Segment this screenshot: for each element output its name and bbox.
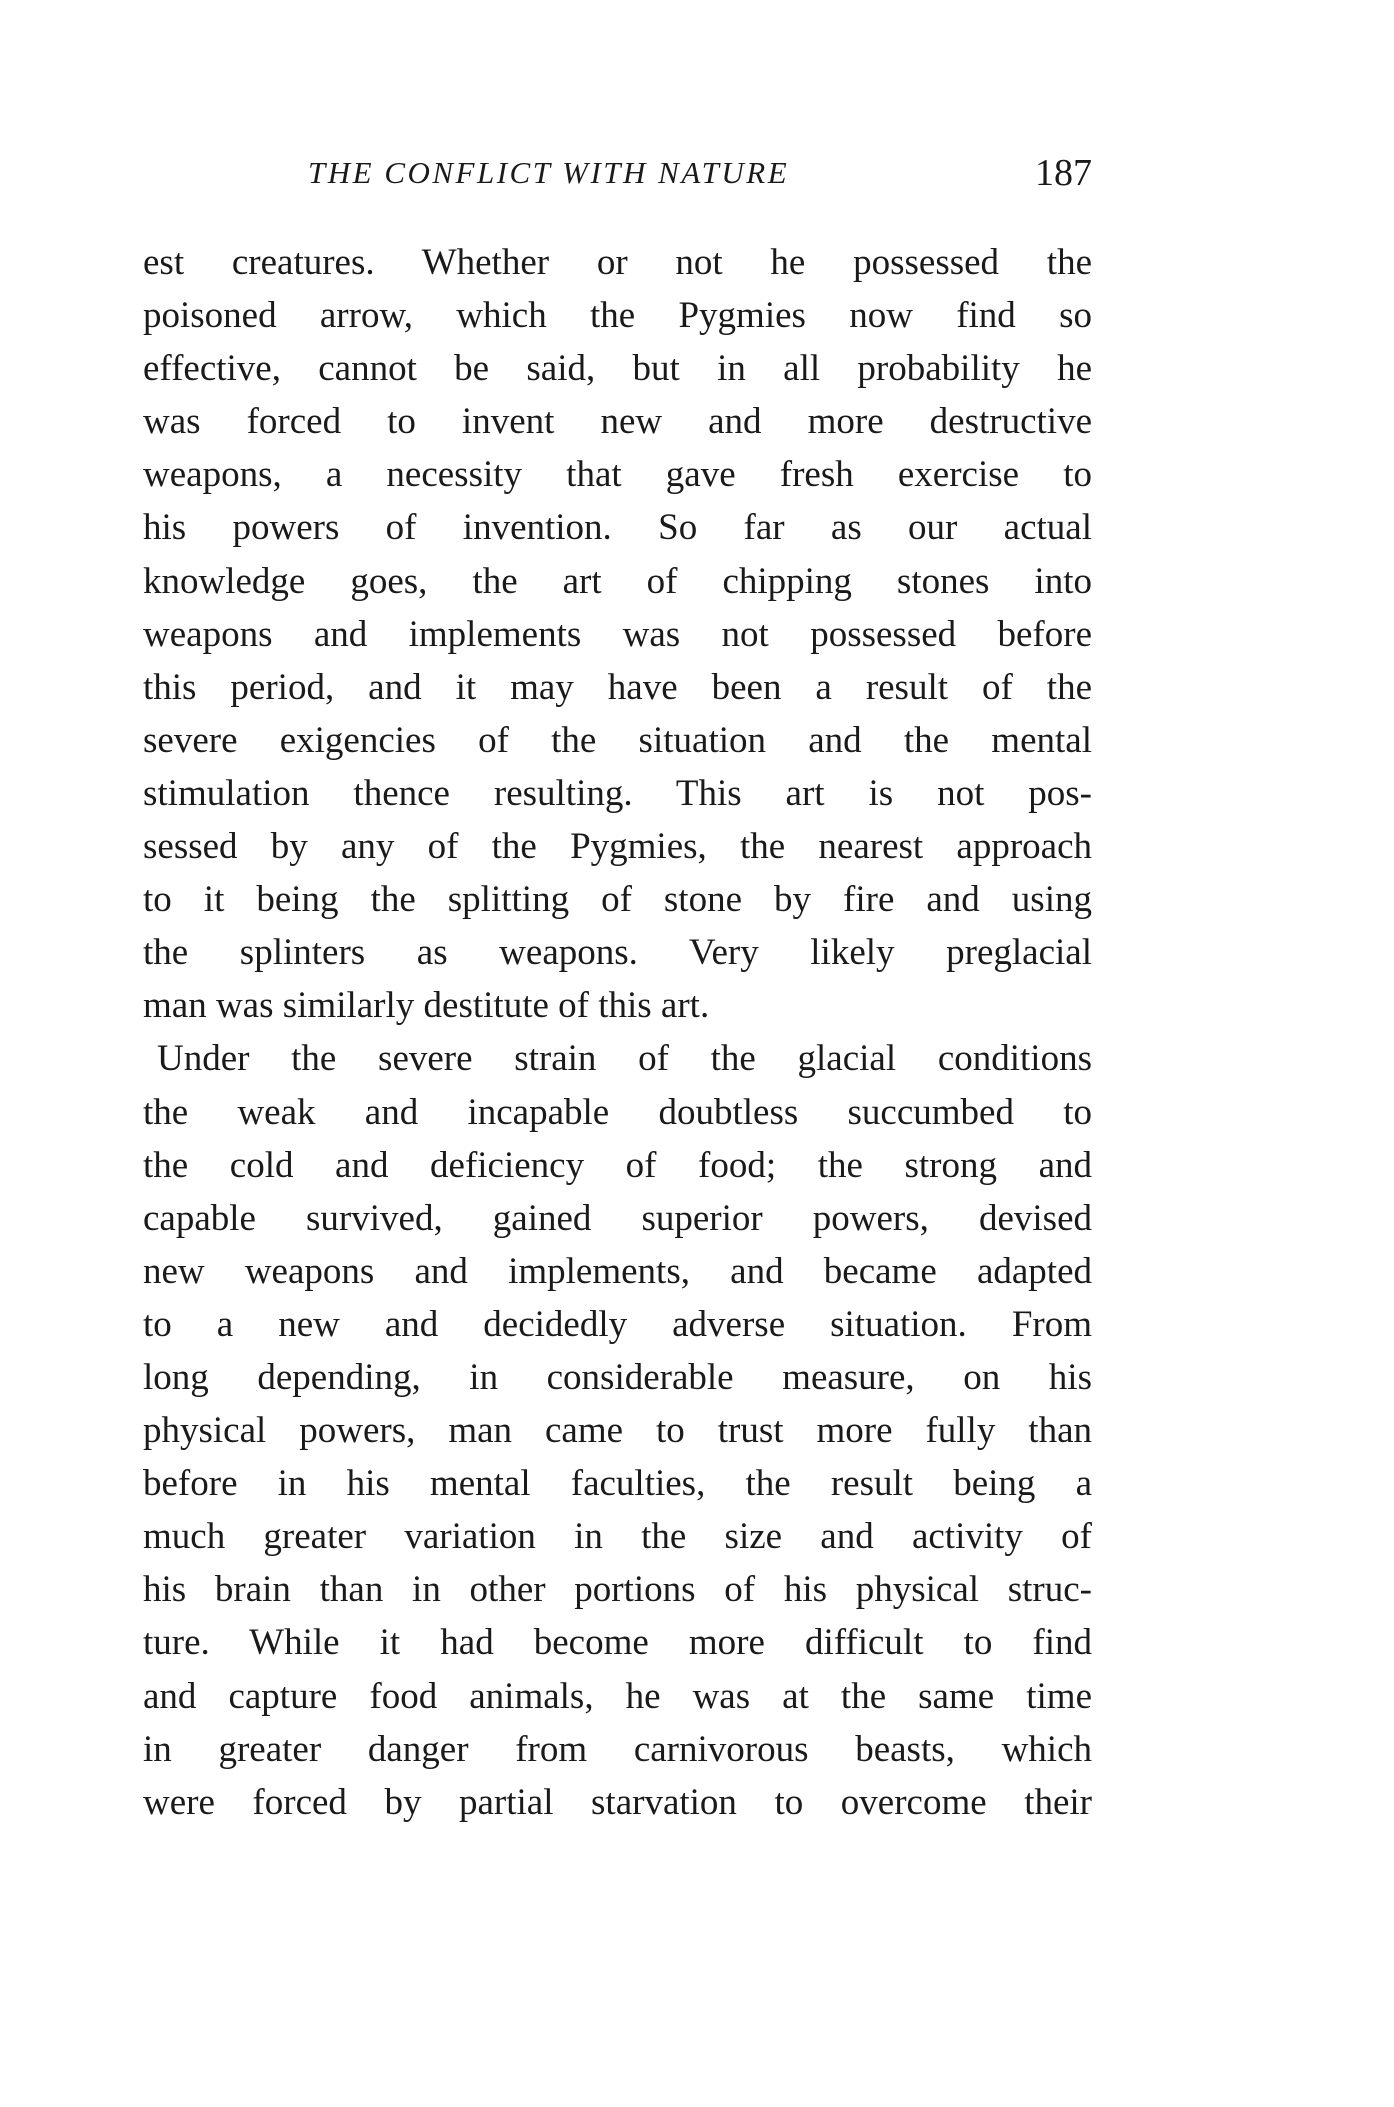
text-line: capable survived, gained superior powers, devised bbox=[143, 1197, 1092, 1239]
text-line: much greater variation in the size and activity of bbox=[143, 1516, 1092, 1558]
text-line: were forced by partial starvation to overcome their bbox=[143, 1781, 1092, 1823]
text-line: to a new and decidedly adverse situation. From bbox=[143, 1303, 1092, 1345]
text-line: severe exigencies of the situation and the mental bbox=[143, 719, 1092, 761]
text-line: before in his mental faculties, the result being a bbox=[143, 1463, 1092, 1505]
text-line: man was similarly destitute of this art. bbox=[143, 985, 710, 1027]
text-line: his brain than in other portions of his physical struc- bbox=[143, 1569, 1092, 1611]
text-line: weapons, a necessity that gave fresh exercise to bbox=[143, 454, 1092, 496]
text-line: effective, cannot be said, but in all probability he bbox=[143, 348, 1092, 390]
running-title: THE CONFLICT WITH NATURE bbox=[308, 155, 790, 190]
text-line: Under the severe strain of the glacial conditions bbox=[157, 1038, 1092, 1080]
text-line: the cold and deficiency of food; the strong and bbox=[143, 1144, 1092, 1186]
text-line: poisoned arrow, which the Pygmies now find so bbox=[143, 295, 1092, 337]
text-line: physical powers, man came to trust more fully than bbox=[143, 1410, 1092, 1452]
text-line: weapons and implements was not possessed before bbox=[143, 613, 1092, 655]
text-line: new weapons and implements, and became adapted bbox=[143, 1250, 1092, 1292]
text-line: the weak and incapable doubtless succumbed to bbox=[143, 1091, 1092, 1133]
text-line: was forced to invent new and more destructive bbox=[143, 401, 1092, 443]
text-line: his powers of invention. So far as our actual bbox=[143, 507, 1092, 549]
text-line: and capture food animals, he was at the same time bbox=[143, 1675, 1092, 1717]
text-line: the splinters as weapons. Very likely preglacial bbox=[143, 932, 1092, 974]
body-text bbox=[143, 236, 1092, 1829]
text-line: est creatures. Whether or not he possessed the bbox=[143, 242, 1092, 283]
text-line: stimulation thence resulting. This art is not pos- bbox=[143, 772, 1092, 814]
text-line: this period, and it may have been a result of the bbox=[143, 666, 1092, 708]
text-line: long depending, in considerable measure, on his bbox=[143, 1356, 1092, 1398]
text-line: in greater danger from carnivorous beasts, which bbox=[143, 1728, 1092, 1770]
text-line: ture. While it had become more difficult to find bbox=[143, 1622, 1092, 1664]
text-line: sessed by any of the Pygmies, the nearest approach bbox=[143, 826, 1092, 868]
text-line: knowledge goes, the art of chipping stones into bbox=[143, 560, 1092, 602]
running-header bbox=[143, 150, 1092, 196]
page-number: 187 bbox=[1035, 152, 1092, 194]
text-line: to it being the splitting of stone by fire and using bbox=[143, 879, 1092, 921]
